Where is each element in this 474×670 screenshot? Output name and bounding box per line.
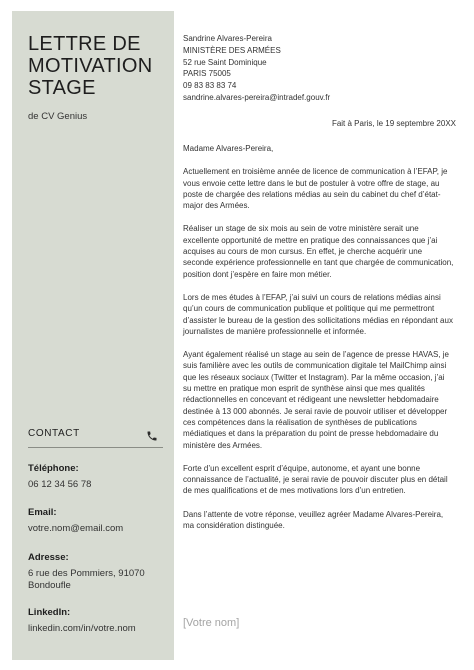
contact-divider [28, 447, 163, 448]
sidebar [12, 11, 174, 660]
recipient-city: PARIS 75005 [183, 69, 231, 79]
body-paragraph: Lors de mes études à l’EFAP, j’ai suivi un cours de relations médias ainsi qu’un cours de communication publique et politique qui me permettront d’assister le bureau de la gestion des sollicitations médias en répondant aux journalistes de manière professionnelle et informée. [183, 292, 453, 336]
email-value: votre.nom@email.com [28, 523, 124, 534]
title-line: MOTIVATION [28, 55, 153, 77]
recipient-block [183, 33, 330, 104]
salutation: Madame Alvares-Pereira, [183, 144, 274, 153]
document-title [28, 33, 174, 99]
contact-heading: CONTACT [28, 428, 80, 439]
document-subtitle: de CV Genius [28, 111, 88, 122]
phone-label: Téléphone: [28, 463, 79, 474]
letter-dateline: Fait à Paris, le 19 septembre 20XX [331, 119, 456, 128]
phone-value: 06 12 34 56 78 [28, 479, 92, 490]
body-paragraph: Forte d’un excellent esprit d’équipe, autonome, et ayant une bonne connaissance de l’actualité, je serai ravie de pouvoir discuter plus en détail de mes qualifications et de mes motivations lors d’un entretien. [183, 463, 448, 496]
recipient-email: sandrine.alvares-pereira@intradef.gouv.fr [183, 92, 331, 102]
signature-placeholder: [Votre nom] [183, 617, 240, 629]
recipient-street: 52 rue Saint Dominique [183, 57, 267, 67]
recipient-name: Sandrine Alvares-Pereira [183, 34, 272, 43]
body-paragraph: Réaliser un stage de six mois au sein de votre ministère serait une excellente opportunité de mettre en pratique des connaissances que j’ai acquises au cours de mon cursus. En effet, je cherche acquérir une seconde expérience professionnelle en tant que chargée de communication, position dont j’espère en faire mon métier. [183, 224, 454, 279]
body-paragraph: Actuellement en troisième année de licence de communication à l’EFAP, je vous envoie cette lettre dans le but de postuler à votre offre de stage, au poste de chargée des relations médias au sein du cabinet du chef d’état-major des Armées. [183, 167, 448, 211]
address-value: 6 rue des Pommiers, 91070 Bondoufle [28, 568, 145, 591]
email-label: Email: [28, 507, 57, 518]
letter-body [183, 143, 454, 543]
title-line: STAGE [28, 77, 96, 99]
address-label: Adresse: [28, 552, 69, 563]
title-line: LETTRE DE [28, 33, 141, 55]
linkedin-label: LinkedIn: [28, 607, 71, 618]
linkedin-value: linkedin.com/in/votre.nom [28, 623, 136, 634]
phone-icon [146, 430, 158, 442]
recipient-organization: MINISTÈRE DES ARMÉES [183, 45, 281, 55]
body-paragraph: Ayant également réalisé un stage au sein de l’agence de presse HAVAS, je suis familière avec les outils de communication digitale tel MailChimp ainsi que les réseaux sociaux (Twitter et Instagram). Par la même occasion, j’ai su mettre en pratique mon esprit de synthèse ainsi que mes qualités rédactionnelles en concevant et rédigeant une newsletter hebdomadaire destinée à 13 000 abonnés. Je serai ravie de pouvoir utiliser et développer ces compétences dans la réalisation de synthèses de publications médiatiques et dans la préparation du point de presse hebdomadaire du ministère des Armées. [183, 350, 449, 450]
recipient-phone: 09 83 83 83 74 [183, 81, 237, 91]
closing-paragraph: Dans l’attente de votre réponse, veuillez agréer Madame Alvares-Pereira, ma considération distinguée. [183, 509, 444, 531]
